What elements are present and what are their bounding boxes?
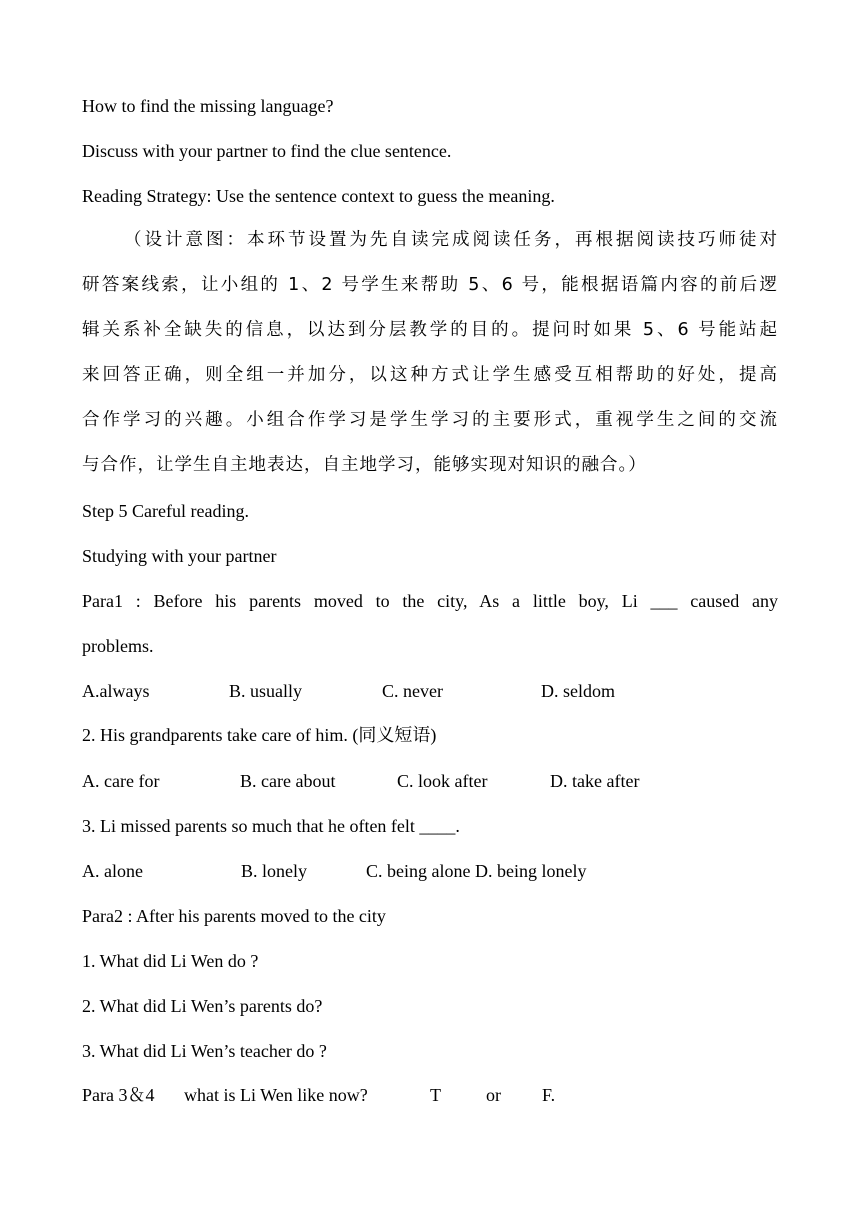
option-b: B. care about (240, 771, 336, 791)
design-note-line-3: 辑关系补全缺失的信息，以达到分层教学的目的。提问时如果 5、6 号能站起 (82, 320, 778, 340)
true-option: T (430, 1085, 441, 1105)
para2-question-1: 1. What did Li Wen do ? (82, 951, 259, 971)
option-a: A. care for (82, 771, 160, 791)
option-c: C. never (382, 681, 443, 701)
discuss-instruction: Discuss with your partner to find the clue sentence. (82, 141, 452, 161)
option-c: C. look after (397, 771, 488, 791)
para34-label: Para 3＆4 (82, 1085, 155, 1105)
para2-question-2: 2. What did Li Wen’s parents do? (82, 996, 323, 1016)
para34-question (82, 1084, 778, 1106)
option-d: D. take after (550, 771, 640, 791)
design-note-line-2: 研答案线索，让小组的 1、2 号学生来帮助 5、6 号，能根据语篇内容的前后逻 (82, 275, 778, 295)
para1-question-3-options (82, 860, 778, 882)
para34-text: what is Li Wen like now? (184, 1085, 368, 1105)
para1-question-2: 2. His grandparents take care of him. (同义短语) (82, 725, 437, 745)
para1-question-3: 3. Li missed parents so much that he often felt ____. (82, 816, 460, 836)
option-c-d: C. being alone D. being lonely (366, 861, 587, 881)
or-text: or (486, 1085, 501, 1105)
para1-question-2-options (82, 770, 778, 792)
para2-title: Para2 : After his parents moved to the city (82, 906, 386, 926)
design-note-line-1: （设计意图：本环节设置为先自读完成阅读任务，再根据阅读技巧师徒对 (124, 230, 778, 250)
option-b: B. usually (229, 681, 303, 701)
step5-title: Step 5 Careful reading. (82, 501, 249, 521)
option-b: B. lonely (241, 861, 307, 881)
design-note-line-4: 来回答正确，则全组一并加分，以这种方式让学生感受互相帮助的好处，提高 (82, 365, 778, 385)
option-d: D. seldom (541, 681, 615, 701)
para1-question-1-line-1: Para1 : Before his parents moved to the city, As a little boy, Li ___ caused any (82, 591, 778, 611)
reading-strategy: Reading Strategy: Use the sentence context to guess the meaning. (82, 186, 555, 206)
missing-language-question: How to find the missing language? (82, 96, 334, 116)
para2-question-3: 3. What did Li Wen’s teacher do ? (82, 1041, 327, 1061)
para1-question-1-line-2: problems. (82, 636, 154, 656)
option-a: A.always (82, 681, 150, 701)
design-note-line-6: 与合作，让学生自主地表达，自主地学习，能够实现对知识的融合。） (82, 455, 647, 475)
para1-question-1-options (82, 680, 778, 702)
step5-subtitle: Studying with your partner (82, 546, 277, 566)
design-note-line-5: 合作学习的兴趣。小组合作学习是学生学习的主要形式，重视学生之间的交流 (82, 410, 778, 430)
false-option: F. (542, 1085, 556, 1105)
option-a: A. alone (82, 861, 143, 881)
